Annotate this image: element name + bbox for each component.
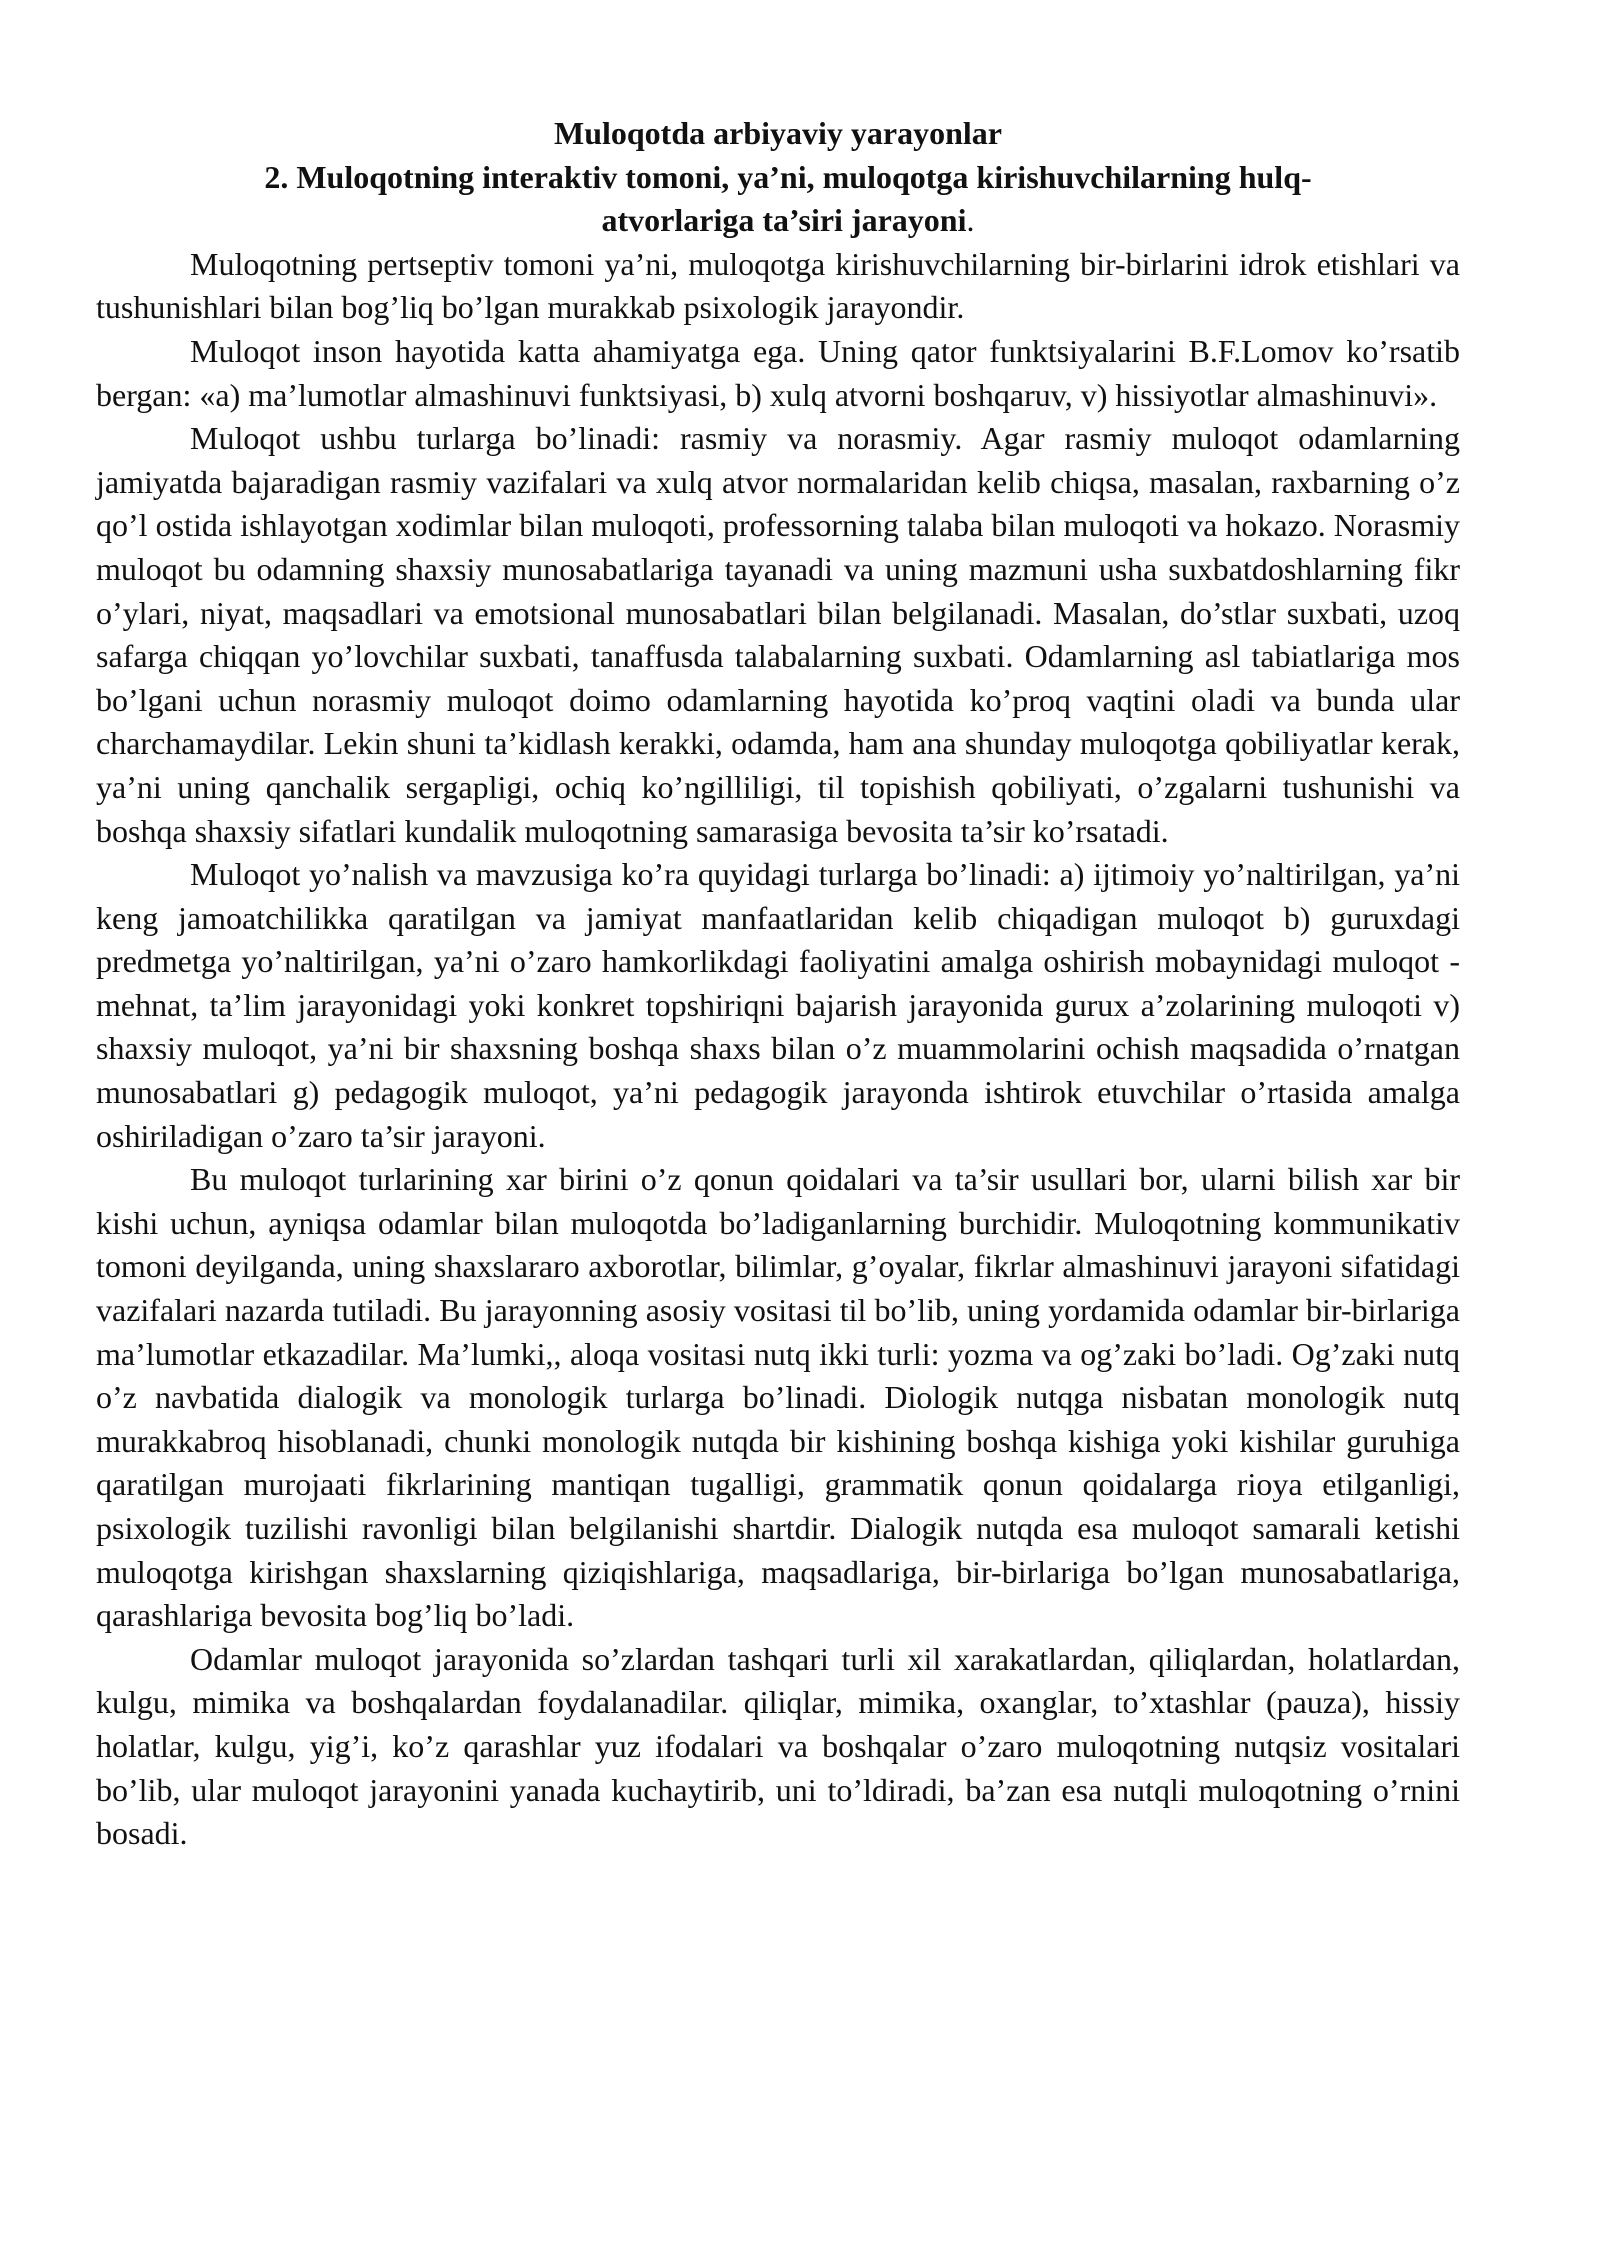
paragraph-perceptive-side: Muloqotning pertseptiv tomoni ya’ni, muloqotga kirishuvchilarning bir-birlarini idrok etishlari va tushunishlari bilan bog’liq bo’lgan murakkab psixologik jarayondir. (96, 245, 1460, 326)
paragraph-types-by-direction: Muloqot yo’nalish va mavzusiga ko’ra quyidagi turlarga bo’linadi: a) ijtimoiy yo’naltirilgan, ya’ni keng jamoatchilikka qaratilgan va jamiyat manfaatlaridan kelib chiqadigan muloqot b) guruxdagi predmetga yo’naltirilgan, ya’ni o’zaro hamkorlikdagi faoliyatini amalga oshirish mobaynidagi muloqot - mehnat, ta’lim jarayonidagi yoki konkret topshiriqni bajarish jarayonida gurux a’zolarining muloqoti v) shaxsiy muloqot, ya’ni bir shaxsning boshqa shaxs bilan o’z muammolarini ochish maqsadida o’rnatgan munosabatlari g) pedagogik muloqot, ya’ni pedagogik jarayonda ishtirok etuvchilar o’rtasida amalga oshiriladigan o’zaro ta’sir jarayoni. (96, 856, 1460, 1154)
subtitle-text: 2. Muloqotning interaktiv tomoni, ya’ni, muloqotga kirishuvchilarning hulq-atvorlariga ta’siri jarayoni (264, 158, 1312, 239)
document-title: Muloqotda arbiyaviy yarayonlar (553, 115, 1002, 151)
document-page (96, 112, 1460, 1856)
subtitle-period: . (966, 202, 975, 239)
paragraph-communicative-side: Bu muloqot turlarining xar birini o’z qonun qoidalari va ta’sir usullari bor, ularni bilish xar bir kishi uchun, ayniqsa odamlar bilan muloqotda bo’ladiganlarning burchidir. Muloqotning kommunikativ tomoni deyilganda, uning shaxslararo axborotlar, bilimlar, g’oyalar, fikrlar almashinuvi jarayoni sifatidagi vazifalari nazarda tutiladi. Bu jarayonning asosiy vositasi til bo’lib, uning yordamida odamlar bir-birlariga ma’lumotlar etkazadilar. Ma’lumki,, aloqa vositasi nutq ikki turli: yozma va og’zaki bo’ladi. Og’zaki nutq o’z navbatida dialogik va monologik turlarga bo’linadi. Diologik nutqga nisbatan monologik nutq murakkabroq hisoblanadi, chunki monologik nutqda bir kishining boshqa kishiga yoki kishilar guruhiga qaratilgan murojaati fikrlarining mantiqan tugalligi, grammatik qonun qoidalarga rioya etilganligi, psixologik tuzilishi ravonligi bilan belgilanishi shartdir. Dialogik nutqda esa muloqot samarali ketishi muloqotga kirishgan shaxslarning qiziqishlariga, maqsadlariga, bir-birlariga bo’lgan munosabatlariga, qarashlariga bevosita bog’liq bo’ladi. (96, 1161, 1460, 1634)
document-subtitle (96, 156, 1460, 243)
paragraph-functions: Muloqot inson hayotida katta ahamiyatga ega. Uning qator funktsiyalarini B.F.Lomov ko’rsatib bergan: «a) ma’lumotlar almashinuvi funktsiyasi, b) xulq atvorni boshqaruv, v) hissiyotlar almashinuvi». (96, 332, 1460, 413)
paragraph-formal-informal: Muloqot ushbu turlarga bo’linadi: rasmiy va norasmiy. Agar rasmiy muloqot odamlarning jamiyatda bajaradigan rasmiy vazifalari va xulq atvor normalaridan kelib chiqsa, masalan, raxbarning o’z qo’l ostida ishlayotgan xodimlar bilan muloqoti, professorning talaba bilan muloqoti va hokazo. Norasmiy muloqot bu odamning shaxsiy munosabatlariga tayanadi va uning mazmuni usha suxbatdoshlarning fikr o’ylari, niyat, maqsadlari va emotsional munosabatlari bilan belgilanadi. Masalan, do’stlar suxbati, uzoq safarga chiqqan yo’lovchilar suxbati, tanaffusda talabalarning suxbati. Odamlarning asl tabiatlariga mos bo’lgani uchun norasmiy muloqot doimo odamlarning hayotida ko’proq vaqtini oladi va bunda ular charchamaydilar. Lekin shuni ta’kidlash kerakki, odamda, ham ana shunday muloqotga qobiliyatlar kerak, ya’ni uning qanchalik sergapligi, ochiq ko’ngilliligi, til topishish qobiliyati, o’zgalarni tushunishi va boshqa shaxsiy sifatlari kundalik muloqotning samarasiga bevosita ta’sir ko’rsatadi. (96, 420, 1460, 849)
paragraph-nonverbal-means: Odamlar muloqot jarayonida so’zlardan tashqari turli xil xarakatlardan, qiliqlardan, holatlardan, kulgu, mimika va boshqalardan foydalanadilar. qiliqlar, mimika, oxanglar, to’xtashlar (pauza), hissiy holatlar, kulgu, yig’i, ko’z qarashlar yuz ifodalari va boshqalar o’zaro muloqotning nutqsiz vositalari bo’lib, ular muloqot jarayonini yanada kuchaytirib, uni to’ldiradi, ba’zan esa nutqli muloqotning o’rnini bosadi. (96, 1640, 1460, 1852)
